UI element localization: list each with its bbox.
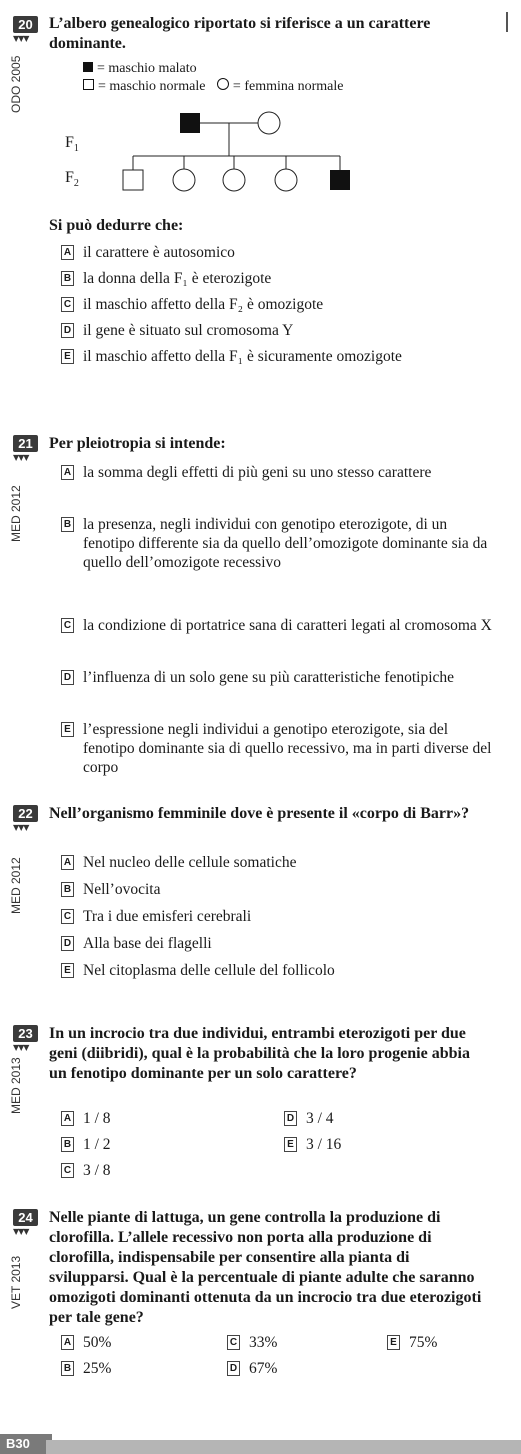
option-c[interactable] xyxy=(61,295,501,314)
option-text: 3 / 16 xyxy=(306,1136,342,1153)
option-letter: C xyxy=(61,618,74,633)
legend-affected xyxy=(83,61,197,77)
option-e[interactable] xyxy=(61,961,501,980)
option-text: Alla base dei flagelli xyxy=(83,935,212,952)
option-d[interactable] xyxy=(61,934,501,953)
option-letter: D xyxy=(227,1361,240,1376)
question-stem: Per pleiotropia si intende: xyxy=(49,435,226,452)
question-number: 23 xyxy=(13,1025,38,1042)
option-letter: C xyxy=(61,297,74,312)
normal-female-f2 xyxy=(275,169,297,191)
filled-square-icon xyxy=(83,62,93,72)
source-label: MED 2012 xyxy=(9,485,23,542)
option-e[interactable] xyxy=(61,720,501,777)
option-letter: E xyxy=(61,963,74,978)
option-letter: D xyxy=(61,323,74,338)
option-letter: B xyxy=(61,882,74,897)
option-text: 67% xyxy=(249,1360,278,1377)
option-d[interactable] xyxy=(227,1359,347,1378)
legend-normal xyxy=(83,78,343,95)
option-letter: E xyxy=(387,1335,400,1350)
normal-female-f1 xyxy=(258,112,280,134)
option-letter: B xyxy=(61,517,74,532)
option-d[interactable] xyxy=(284,1109,484,1128)
difficulty-stars: ▼▼▼ xyxy=(13,823,29,832)
option-text: 33% xyxy=(249,1334,278,1351)
difficulty-stars: ▼▼▼ xyxy=(13,1043,29,1052)
option-text: 1 / 2 xyxy=(83,1136,111,1153)
difficulty-stars: ▼▼▼ xyxy=(13,1227,29,1236)
option-text: Tra i due emisferi cerebrali xyxy=(83,908,252,925)
option-c[interactable] xyxy=(227,1333,347,1352)
option-letter: A xyxy=(61,1335,74,1350)
question-prompt: Si può dedurre che: xyxy=(49,217,184,234)
option-e[interactable] xyxy=(284,1135,484,1154)
source-label: ODO 2005 xyxy=(9,55,23,113)
option-a[interactable] xyxy=(61,243,501,262)
source-label: MED 2013 xyxy=(9,1057,23,1114)
normal-female-f2 xyxy=(223,169,245,191)
option-text: 3 / 4 xyxy=(306,1110,334,1127)
option-letter: C xyxy=(61,909,74,924)
option-letter: D xyxy=(61,670,74,685)
question-23 xyxy=(0,1014,521,1194)
option-text: la presenza, negli individui con genotipo eterozigote, di un fenotipo differente sia da quello dell’omozigote dominante sia da quello dell’omozigote recessivo xyxy=(83,516,488,571)
normal-male-f2 xyxy=(123,170,143,190)
option-c[interactable] xyxy=(61,1161,261,1180)
empty-square-icon xyxy=(83,79,94,90)
normal-female-f2 xyxy=(173,169,195,191)
option-letter: B xyxy=(61,271,74,286)
option-b[interactable] xyxy=(61,1359,181,1378)
option-text: 1 / 8 xyxy=(83,1110,111,1127)
option-d[interactable] xyxy=(61,668,501,687)
option-text: la somma degli effetti di più geni su uno stesso carattere xyxy=(83,464,432,481)
option-text: il maschio affetto della F₁ è sicuramente omozigote xyxy=(83,348,402,365)
option-b[interactable] xyxy=(61,880,501,899)
question-stem: Nelle piante di lattuga, un gene controlla la produzione di clorofilla. L’allele recessivo non porta alla produzione di clorofilla, indispensabile per consentire alla pianta di svilupparsi. Qual è la percentuale di piante adulte che saranno omozigoti dominanti ottenuta da un incrocio tra due eterozigoti per tale gene? xyxy=(49,1209,482,1326)
question-number: 22 xyxy=(13,805,38,822)
legend-affected-label: = maschio malato xyxy=(97,61,197,76)
generation-label-f2: $F_2$ xyxy=(65,169,79,190)
option-text: il maschio affetto della F₂ è omozigote xyxy=(83,296,324,313)
option-b[interactable] xyxy=(61,269,501,288)
option-letter: C xyxy=(61,1163,74,1178)
question-number: 20 xyxy=(13,16,38,33)
generation-label-f1: $F_1$ xyxy=(65,134,79,155)
option-letter: B xyxy=(61,1361,74,1376)
option-text: 25% xyxy=(83,1360,112,1377)
legend-normal-female-label: = femmina normale xyxy=(232,79,344,94)
page-number: B30 xyxy=(0,1434,52,1454)
option-c[interactable] xyxy=(61,616,501,635)
option-c[interactable] xyxy=(61,907,501,926)
option-letter: A xyxy=(61,1111,74,1126)
question-number: 21 xyxy=(13,435,38,452)
option-letter: A xyxy=(61,855,74,870)
option-b[interactable] xyxy=(61,515,501,572)
option-text: 50% xyxy=(83,1334,112,1351)
option-letter: B xyxy=(61,1137,74,1152)
question-20 xyxy=(0,0,521,420)
source-label: VET 2013 xyxy=(9,1255,23,1309)
option-text: Nel nucleo delle cellule somatiche xyxy=(83,854,297,871)
option-text: l’espressione negli individui a genotipo eterozigote, sia del fenotipo dominante sia di quello recessivo, ma in parti diverse del corpo xyxy=(83,721,492,776)
option-b[interactable] xyxy=(61,1135,261,1154)
affected-male-f1 xyxy=(180,113,200,133)
option-text: Nel citoplasma delle cellule del follicolo xyxy=(83,962,335,979)
question-24 xyxy=(0,1194,521,1434)
option-text: Nell’ovocita xyxy=(83,881,161,898)
option-text: 3 / 8 xyxy=(83,1162,111,1179)
question-22 xyxy=(0,794,521,1014)
option-letter: E xyxy=(284,1137,297,1152)
affected-male-f2 xyxy=(330,170,350,190)
option-a[interactable] xyxy=(61,463,501,482)
footer-bar xyxy=(46,1440,521,1454)
question-stem: Nell’organismo femminile dove è presente il «corpo di Barr»? xyxy=(49,805,470,822)
option-a[interactable] xyxy=(61,1333,181,1352)
question-stem: In un incrocio tra due individui, entrambi eterozigoti per due geni (diibridi), qual è la probabilità che la loro progenie abbia un fenotipo dominante per un solo carattere? xyxy=(49,1025,470,1082)
option-text: l’influenza di un solo gene su più caratteristiche fenotipiche xyxy=(83,669,455,686)
circle-icon xyxy=(217,78,229,90)
option-letter: E xyxy=(61,349,74,364)
option-d[interactable] xyxy=(61,321,501,340)
option-text: il gene è situato sul cromosoma Y xyxy=(83,322,294,339)
option-text: 75% xyxy=(409,1334,438,1351)
option-letter: E xyxy=(61,722,74,737)
question-number: 24 xyxy=(13,1209,38,1226)
option-text: il carattere è autosomico xyxy=(83,244,235,261)
question-stem: L’albero genealogico riportato si riferisce a un carattere dominante. xyxy=(49,15,431,52)
option-letter: C xyxy=(227,1335,240,1350)
option-letter: A xyxy=(61,245,74,260)
option-a[interactable] xyxy=(61,853,501,872)
legend-normal-male-label: = maschio normale xyxy=(98,79,206,94)
option-text: la condizione di portatrice sana di caratteri legati al cromosoma X xyxy=(83,617,492,634)
option-a[interactable] xyxy=(61,1109,261,1128)
option-letter: D xyxy=(61,936,74,951)
difficulty-stars: ▼▼▼ xyxy=(13,453,29,462)
option-text: la donna della F₁ è eterozigote xyxy=(83,270,272,287)
pedigree-diagram xyxy=(100,100,370,205)
option-e[interactable] xyxy=(387,1333,497,1352)
option-e[interactable] xyxy=(61,347,501,366)
source-label: MED 2012 xyxy=(9,857,23,914)
difficulty-stars: ▼▼▼ xyxy=(13,34,29,43)
question-21 xyxy=(0,420,521,794)
option-letter: A xyxy=(61,465,74,480)
option-letter: D xyxy=(284,1111,297,1126)
